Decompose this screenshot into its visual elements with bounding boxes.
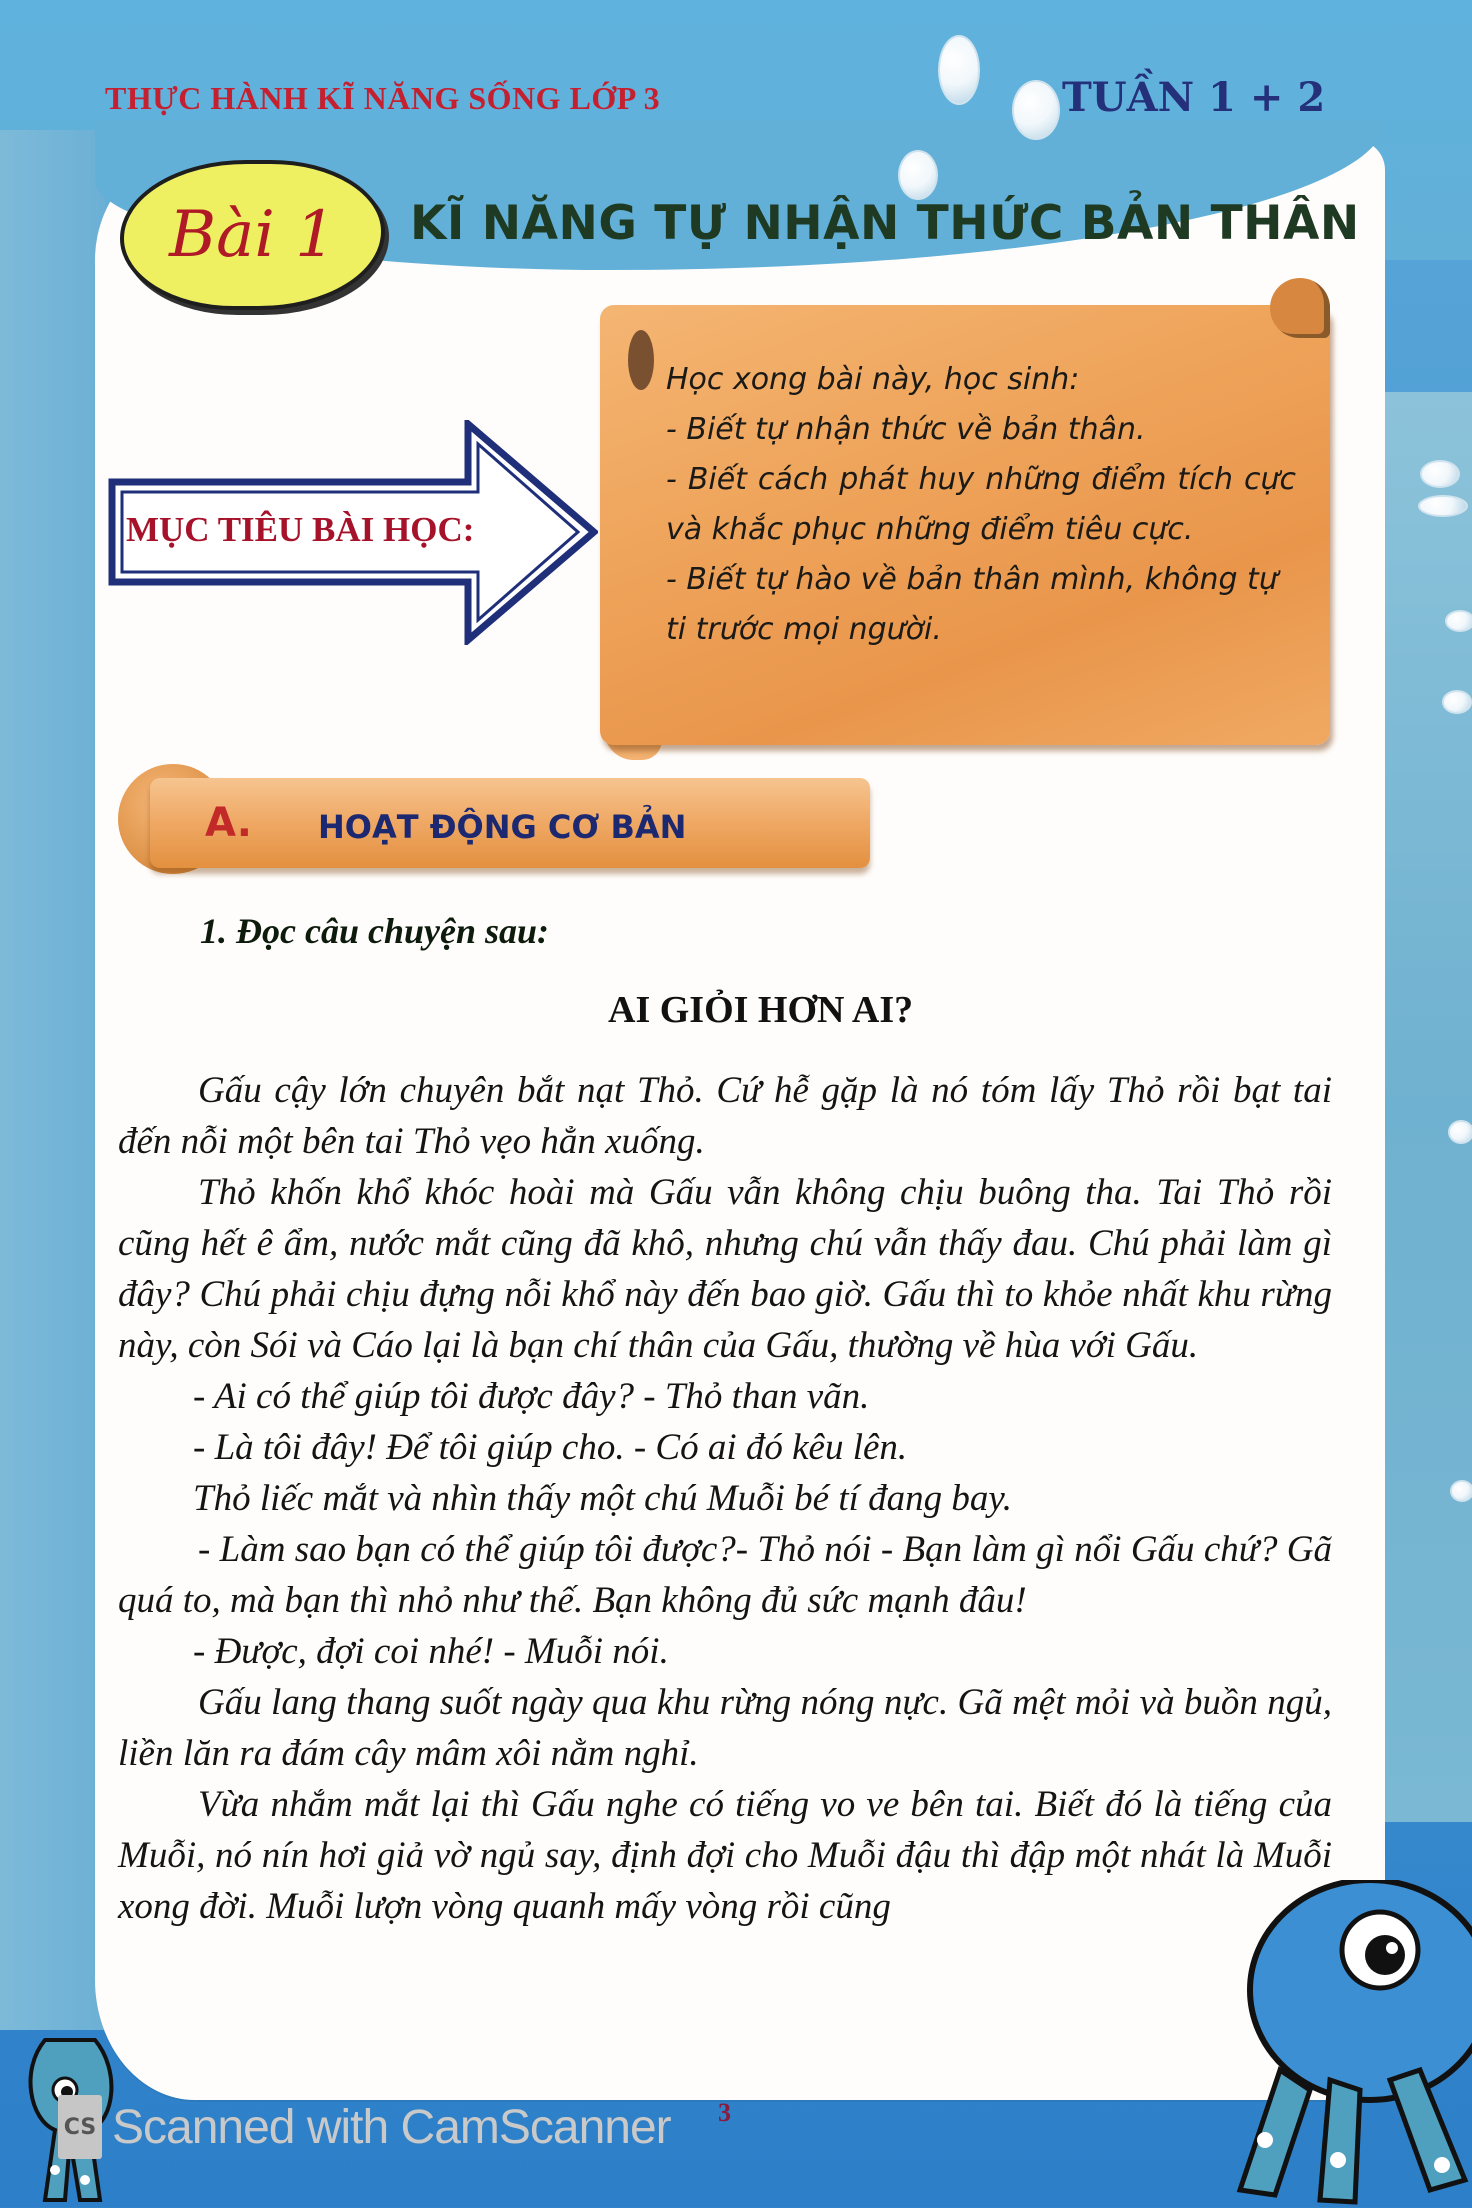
- bubble-icon: [898, 150, 938, 200]
- lesson-number-badge: [120, 160, 385, 310]
- objective-item: - Biết tự nhận thức về bản thân.: [666, 412, 1146, 447]
- story-paragraph: - Là tôi đây! Để tôi giúp cho. - Có ai đó kêu lên.: [193, 1427, 908, 1468]
- scroll-curl: [628, 330, 654, 390]
- story-paragraph: - Được, đợi coi nhé! - Muỗi nói.: [193, 1631, 669, 1672]
- story-paragraph: Thỏ khốn khổ khóc hoài mà Gấu vẫn không chịu buông tha. Tai Thỏ rồi cũng hết ê ẩm, nước mắt cũng đã khô, nhưng chú vẫn thấy đau. Chú phải làm gì đây? Chú phải chịu đựng nỗi khổ này đến bao giờ. Gấu thì to khỏe nhất khu rừng này, còn Sói và Cáo lại là bạn chí thân của Gấu, thường về hùa với Gấu.: [118, 1172, 1332, 1366]
- octopus-icon: [1180, 1880, 1472, 2208]
- camscanner-watermark: [58, 2095, 671, 2159]
- story-paragraph: Vừa nhắm mắt lại thì Gấu nghe có tiếng vo ve bên tai. Biết đó là tiếng của Muỗi, nó nín hơi giả vờ ngủ say, định đợi cho Muỗi đậu thì đập một nhát là Muỗi xong đời. Muỗi lượn vòng quanh mấy vòng rồi cũng: [118, 1784, 1332, 1927]
- lesson-title: KĨ NĂNG TỰ NHẬN THỨC BẢN THÂN: [410, 196, 1360, 251]
- bubble-icon: [1445, 610, 1472, 632]
- story-body: [118, 1065, 1332, 1932]
- lesson-number: Bài 1: [169, 198, 336, 272]
- bubble-icon: [1442, 690, 1472, 714]
- story-paragraph: Thỏ liếc mắt và nhìn thấy một chú Muỗi bé tí đang bay.: [193, 1478, 1013, 1519]
- bubble-icon: [1420, 460, 1460, 488]
- section-title: HOẠT ĐỘNG CƠ BẢN: [318, 808, 687, 846]
- left-decor-strip: [0, 130, 105, 2030]
- objectives-label: MỤC TIÊU BÀI HỌC:: [126, 510, 475, 549]
- objective-item: - Biết cách phát huy những điểm tích cực và khắc phục những điểm tiêu cực.: [666, 462, 1296, 547]
- bubble-icon: [1418, 495, 1468, 517]
- story-paragraph: Gấu cậy lớn chuyên bắt nạt Thỏ. Cứ hễ gặp là nó tóm lấy Thỏ rồi bạt tai đến nỗi một bên tai Thỏ vẹo hẳn xuống.: [118, 1070, 1332, 1162]
- scroll-curl: [1270, 278, 1330, 338]
- section-letter: A.: [205, 800, 252, 846]
- camscanner-logo-icon: CS: [58, 2095, 102, 2159]
- objectives-arrow: [108, 420, 598, 645]
- page-number: 3: [718, 2098, 731, 2127]
- objectives-text: [666, 355, 1296, 655]
- objectives-intro: Học xong bài này, học sinh:: [666, 362, 1080, 397]
- objective-item: - Biết tự hào về bản thân mình, không tự ti trước mọi người.: [666, 562, 1278, 647]
- bubble-icon: [938, 35, 980, 105]
- task-label: 1. Đọc câu chuyện sau:: [200, 911, 549, 951]
- bubble-icon: [1450, 1480, 1472, 1502]
- story-title: AI GIỎI HƠN AI?: [608, 989, 914, 1031]
- week-label: TUẦN 1 + 2: [1062, 74, 1326, 121]
- story-paragraph: - Ai có thể giúp tôi được đây? - Thỏ than vãn.: [193, 1376, 870, 1417]
- watermark-text: Scanned with CamScanner: [112, 2100, 671, 2154]
- bubble-icon: [1012, 80, 1060, 140]
- book-title: THỰC HÀNH KĨ NĂNG SỐNG LỚP 3: [105, 80, 661, 116]
- bubble-icon: [1448, 1120, 1472, 1144]
- story-paragraph: Gấu lang thang suốt ngày qua khu rừng nóng nực. Gã mệt mỏi và buồn ngủ, liền lăn ra đám cây mâm xôi nằm nghỉ.: [118, 1682, 1332, 1774]
- story-paragraph: - Làm sao bạn có thể giúp tôi được?- Thỏ nói - Bạn làm gì nổi Gấu chứ? Gã quá to, mà bạn thì nhỏ như thế. Bạn không đủ sức mạnh đâu!: [118, 1529, 1332, 1621]
